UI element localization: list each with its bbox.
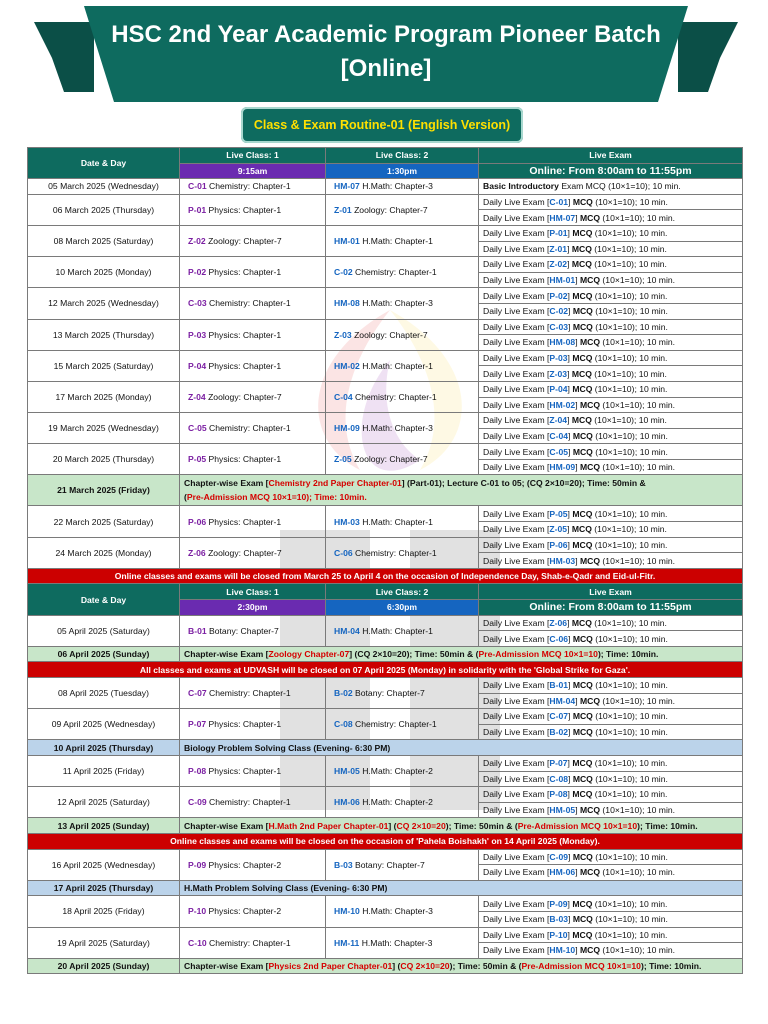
class-1-cell: C-01 Chemistry: Chapter-1 — [180, 179, 326, 195]
exam-cell: Daily Live Exam [P-03] MCQ (10×1=10); 10 min. — [479, 350, 743, 366]
row-date: 17 April 2025 (Thursday) — [28, 880, 180, 896]
class-1-cell: P-08 Physics: Chapter-1 — [180, 755, 326, 786]
table-row — [28, 709, 743, 725]
class-2-cell: Z-03 Zoology: Chapter-7 — [326, 319, 479, 350]
row-date: 20 April 2025 (Sunday) — [28, 958, 180, 974]
row-date: 24 March 2025 (Monday) — [28, 537, 180, 568]
class-1-cell: P-05 Physics: Chapter-1 — [180, 444, 326, 475]
row-date: 06 April 2025 (Sunday) — [28, 646, 180, 662]
class-1-cell: C-03 Chemistry: Chapter-1 — [180, 288, 326, 319]
header-date-day: Date & Day — [28, 584, 180, 615]
exam-cell: Daily Live Exam [B-02] MCQ (10×1=10); 10 min. — [479, 724, 743, 740]
header-online-window: Online: From 8:00am to 11:55pm — [479, 163, 743, 179]
chapter-exam-text: Chapter-wise Exam [Zoology Chapter-07] (CQ 2×10=20); Time: 50min & (Pre-Admission MCQ 10×1=10); Time: 10min. — [180, 646, 743, 662]
class-2-cell: HM-03 H.Math: Chapter-1 — [326, 506, 479, 537]
closure-notice-row — [28, 662, 743, 678]
row-date: 10 April 2025 (Thursday) — [28, 740, 180, 756]
class-1-cell: P-01 Physics: Chapter-1 — [180, 194, 326, 225]
routine-subtitle: Class & Exam Routine-01 (English Version) — [241, 107, 523, 143]
row-date: 19 March 2025 (Wednesday) — [28, 413, 180, 444]
exam-cell: Daily Live Exam [HM-06] MCQ (10×1=10); 10 min. — [479, 865, 743, 881]
row-date: 09 April 2025 (Wednesday) — [28, 709, 180, 740]
table-row — [28, 413, 743, 429]
exam-cell: Daily Live Exam [HM-04] MCQ (10×1=10); 10 min. — [479, 693, 743, 709]
table-row — [28, 194, 743, 210]
exam-cell: Daily Live Exam [HM-07] MCQ (10×1=10); 10 min. — [479, 210, 743, 226]
table-row — [28, 506, 743, 522]
table-row — [28, 381, 743, 397]
page-title: HSC 2nd Year Academic Program Pioneer Batch [Online] — [111, 21, 661, 82]
class-2-cell: HM-07 H.Math: Chapter-3 — [326, 179, 479, 195]
class-2-cell: C-02 Chemistry: Chapter-1 — [326, 257, 479, 288]
title-banner — [86, 6, 686, 102]
header-date-day: Date & Day — [28, 148, 180, 179]
table-row — [28, 615, 743, 631]
class-1-cell: B-01 Botany: Chapter-7 — [180, 615, 326, 646]
class-2-cell: HM-10 H.Math: Chapter-3 — [326, 896, 479, 927]
header-time-1: 9:15am — [180, 163, 326, 179]
class-2-cell: C-04 Chemistry: Chapter-1 — [326, 381, 479, 412]
exam-cell: Daily Live Exam [P-09] MCQ (10×1=10); 10 min. — [479, 896, 743, 912]
table-row — [28, 257, 743, 273]
chapter-exam-text: Chapter-wise Exam [Chemistry 2nd Paper Chapter-01] (Part-01); Lecture C-01 to 05; (CQ 2×10=20); Time: 50min & (Pre-Admission MCQ 10×1=10); Time: 10min. — [180, 475, 743, 506]
row-date: 13 April 2025 (Sunday) — [28, 818, 180, 834]
header-live-exam: Live Exam — [479, 148, 743, 164]
row-date: 18 April 2025 (Friday) — [28, 896, 180, 927]
closure-notice: Online classes and exams will be closed from March 25 to April 4 on the occasion of Independence Day, Shab-e-Qadr and Eid-ul-Fitr. — [28, 568, 743, 584]
exam-cell: Daily Live Exam [HM-05] MCQ (10×1=10); 10 min. — [479, 802, 743, 818]
table-row — [28, 755, 743, 771]
exam-cell: Daily Live Exam [C-06] MCQ (10×1=10); 10 min. — [479, 631, 743, 647]
exam-cell: Daily Live Exam [P-01] MCQ (10×1=10); 10 min. — [479, 225, 743, 241]
class-2-cell: HM-11 H.Math: Chapter-3 — [326, 927, 479, 958]
class-1-cell: P-06 Physics: Chapter-1 — [180, 506, 326, 537]
table-row — [28, 927, 743, 943]
class-2-cell: C-06 Chemistry: Chapter-1 — [326, 537, 479, 568]
exam-cell: Daily Live Exam [Z-02] MCQ (10×1=10); 10 min. — [479, 257, 743, 273]
class-2-cell: HM-02 H.Math: Chapter-1 — [326, 350, 479, 381]
table-row — [28, 896, 743, 912]
class-1-cell: P-03 Physics: Chapter-1 — [180, 319, 326, 350]
class-1-cell: C-05 Chemistry: Chapter-1 — [180, 413, 326, 444]
class-1-cell: Z-02 Zoology: Chapter-7 — [180, 225, 326, 256]
class-2-cell: HM-06 H.Math: Chapter-2 — [326, 787, 479, 818]
exam-cell: Daily Live Exam [C-04] MCQ (10×1=10); 10 min. — [479, 428, 743, 444]
exam-cell: Daily Live Exam [P-08] MCQ (10×1=10); 10 min. — [479, 787, 743, 803]
table-header-row — [28, 148, 743, 164]
class-1-cell: Z-06 Zoology: Chapter-7 — [180, 537, 326, 568]
row-date: 05 April 2025 (Saturday) — [28, 615, 180, 646]
class-2-cell: HM-04 H.Math: Chapter-1 — [326, 615, 479, 646]
table-row — [28, 849, 743, 865]
exam-cell: Daily Live Exam [C-07] MCQ (10×1=10); 10 min. — [479, 709, 743, 725]
exam-cell: Daily Live Exam [P-06] MCQ (10×1=10); 10 min. — [479, 537, 743, 553]
exam-cell: Daily Live Exam [C-03] MCQ (10×1=10); 10 min. — [479, 319, 743, 335]
row-date: 12 March 2025 (Wednesday) — [28, 288, 180, 319]
class-2-cell: HM-09 H.Math: Chapter-3 — [326, 413, 479, 444]
exam-cell: Daily Live Exam [Z-06] MCQ (10×1=10); 10 min. — [479, 615, 743, 631]
row-date: 11 April 2025 (Friday) — [28, 755, 180, 786]
class-1-cell: P-02 Physics: Chapter-1 — [180, 257, 326, 288]
table-row — [28, 678, 743, 694]
exam-cell: Daily Live Exam [P-05] MCQ (10×1=10); 10 min. — [479, 506, 743, 522]
row-date: 16 April 2025 (Wednesday) — [28, 849, 180, 880]
class-1-cell: C-10 Chemistry: Chapter-1 — [180, 927, 326, 958]
class-2-cell: HM-01 H.Math: Chapter-1 — [326, 225, 479, 256]
routine-table — [27, 147, 743, 974]
class-2-cell: C-08 Chemistry: Chapter-1 — [326, 709, 479, 740]
class-1-cell: C-09 Chemistry: Chapter-1 — [180, 787, 326, 818]
row-date: 22 March 2025 (Saturday) — [28, 506, 180, 537]
row-date: 21 March 2025 (Friday) — [28, 475, 180, 506]
exam-cell: Daily Live Exam [HM-09] MCQ (10×1=10); 10 min. — [479, 459, 743, 475]
chapter-exam-row — [28, 475, 743, 506]
exam-cell: Daily Live Exam [C-05] MCQ (10×1=10); 10 min. — [479, 444, 743, 460]
closure-notice: All classes and exams at UDVASH will be closed on 07 April 2025 (Monday) in solidarity with the 'Global Strike for Gaza'. — [28, 662, 743, 678]
exam-cell: Daily Live Exam [B-01] MCQ (10×1=10); 10 min. — [479, 678, 743, 694]
closure-notice: Online classes and exams will be closed on the occasion of 'Pahela Boishakh' on 14 April 2025 (Monday). — [28, 833, 743, 849]
class-2-cell: B-02 Botany: Chapter-7 — [326, 678, 479, 709]
header-live-class-1: Live Class: 1 — [180, 584, 326, 600]
class-2-cell: HM-05 H.Math: Chapter-2 — [326, 755, 479, 786]
row-date: 08 March 2025 (Saturday) — [28, 225, 180, 256]
header-time-1: 2:30pm — [180, 600, 326, 616]
exam-cell: Daily Live Exam [HM-10] MCQ (10×1=10); 10 min. — [479, 943, 743, 959]
chapter-exam-row — [28, 958, 743, 974]
class-2-cell: Z-05 Zoology: Chapter-7 — [326, 444, 479, 475]
row-date: 10 March 2025 (Monday) — [28, 257, 180, 288]
table-row — [28, 537, 743, 553]
class-2-cell: B-03 Botany: Chapter-7 — [326, 849, 479, 880]
closure-notice-row — [28, 568, 743, 584]
exam-cell: Daily Live Exam [HM-08] MCQ (10×1=10); 10 min. — [479, 335, 743, 351]
class-1-cell: P-10 Physics: Chapter-2 — [180, 896, 326, 927]
header-time-2: 1:30pm — [326, 163, 479, 179]
chapter-exam-row — [28, 646, 743, 662]
row-date: 08 April 2025 (Tuesday) — [28, 678, 180, 709]
row-date: 15 March 2025 (Saturday) — [28, 350, 180, 381]
table-row — [28, 225, 743, 241]
row-date: 12 April 2025 (Saturday) — [28, 787, 180, 818]
table-row — [28, 179, 743, 195]
exam-cell: Daily Live Exam [B-03] MCQ (10×1=10); 10 min. — [479, 911, 743, 927]
table-row — [28, 288, 743, 304]
exam-cell: Daily Live Exam [C-08] MCQ (10×1=10); 10 min. — [479, 771, 743, 787]
table-row — [28, 444, 743, 460]
problem-solving-row — [28, 740, 743, 756]
row-date: 06 March 2025 (Thursday) — [28, 194, 180, 225]
table-header-row — [28, 584, 743, 600]
exam-cell: Daily Live Exam [Z-04] MCQ (10×1=10); 10 min. — [479, 413, 743, 429]
chapter-exam-text: Chapter-wise Exam [H.Math 2nd Paper Chapter-01] (CQ 2×10=20); Time: 50min & (Pre-Admission MCQ 10×1=10); Time: 10min. — [180, 818, 743, 834]
exam-cell: Daily Live Exam [C-01] MCQ (10×1=10); 10 min. — [479, 194, 743, 210]
exam-cell: Daily Live Exam [P-07] MCQ (10×1=10); 10 min. — [479, 755, 743, 771]
exam-cell: Daily Live Exam [C-09] MCQ (10×1=10); 10 min. — [479, 849, 743, 865]
problem-solving-row — [28, 880, 743, 896]
problem-solving-text: H.Math Problem Solving Class (Evening- 6:30 PM) — [180, 880, 743, 896]
exam-cell: Daily Live Exam [P-10] MCQ (10×1=10); 10 min. — [479, 927, 743, 943]
header-time-2: 6:30pm — [326, 600, 479, 616]
table-row — [28, 319, 743, 335]
chapter-exam-row — [28, 818, 743, 834]
header-live-exam: Live Exam — [479, 584, 743, 600]
table-row — [28, 787, 743, 803]
exam-cell: Daily Live Exam [Z-05] MCQ (10×1=10); 10 min. — [479, 522, 743, 538]
class-2-cell: Z-01 Zoology: Chapter-7 — [326, 194, 479, 225]
header-live-class-2: Live Class: 2 — [326, 148, 479, 164]
exam-cell: Daily Live Exam [Z-03] MCQ (10×1=10); 10 min. — [479, 366, 743, 382]
closure-notice-row — [28, 833, 743, 849]
problem-solving-text: Biology Problem Solving Class (Evening- 6:30 PM) — [180, 740, 743, 756]
table-row — [28, 350, 743, 366]
exam-cell: Daily Live Exam [C-02] MCQ (10×1=10); 10 min. — [479, 303, 743, 319]
header-live-class-1: Live Class: 1 — [180, 148, 326, 164]
row-date: 13 March 2025 (Thursday) — [28, 319, 180, 350]
exam-cell: Daily Live Exam [HM-03] MCQ (10×1=10); 10 min. — [479, 553, 743, 569]
class-2-cell: HM-08 H.Math: Chapter-3 — [326, 288, 479, 319]
class-1-cell: P-09 Physics: Chapter-2 — [180, 849, 326, 880]
exam-cell: Basic Introductory Exam MCQ (10×1=10); 10 min. — [479, 179, 743, 195]
exam-cell: Daily Live Exam [HM-02] MCQ (10×1=10); 10 min. — [479, 397, 743, 413]
class-1-cell: P-04 Physics: Chapter-1 — [180, 350, 326, 381]
exam-cell: Daily Live Exam [P-04] MCQ (10×1=10); 10 min. — [479, 381, 743, 397]
header-live-class-2: Live Class: 2 — [326, 584, 479, 600]
row-date: 05 March 2025 (Wednesday) — [28, 179, 180, 195]
row-date: 20 March 2025 (Thursday) — [28, 444, 180, 475]
row-date: 17 March 2025 (Monday) — [28, 381, 180, 412]
exam-cell: Daily Live Exam [P-02] MCQ (10×1=10); 10 min. — [479, 288, 743, 304]
exam-cell: Daily Live Exam [HM-01] MCQ (10×1=10); 10 min. — [479, 272, 743, 288]
class-1-cell: C-07 Chemistry: Chapter-1 — [180, 678, 326, 709]
exam-cell: Daily Live Exam [Z-01] MCQ (10×1=10); 10 min. — [479, 241, 743, 257]
row-date: 19 April 2025 (Saturday) — [28, 927, 180, 958]
header-online-window: Online: From 8:00am to 11:55pm — [479, 600, 743, 616]
class-1-cell: P-07 Physics: Chapter-1 — [180, 709, 326, 740]
chapter-exam-text: Chapter-wise Exam [Physics 2nd Paper Chapter-01] (CQ 2×10=20); Time: 50min & (Pre-Admission MCQ 10×1=10); Time: 10min. — [180, 958, 743, 974]
class-1-cell: Z-04 Zoology: Chapter-7 — [180, 381, 326, 412]
